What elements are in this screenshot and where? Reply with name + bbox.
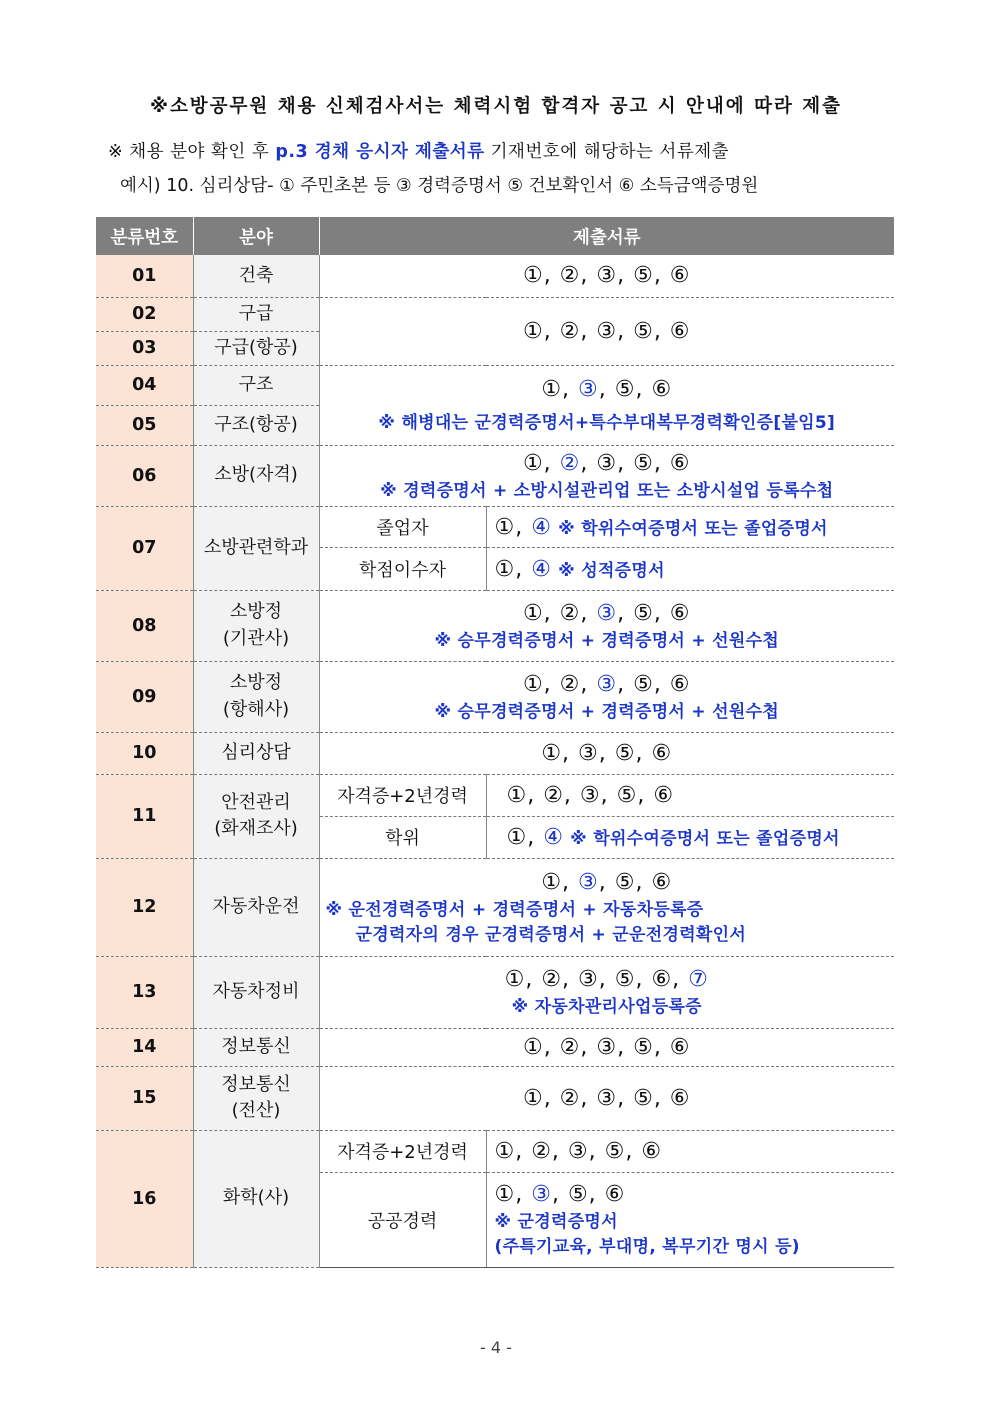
field-name: 화학(사) bbox=[193, 1130, 319, 1267]
table-row bbox=[96, 1028, 894, 1066]
category-no: 15 bbox=[96, 1066, 193, 1130]
header-documents: 제출서류 bbox=[319, 217, 894, 255]
document-list: ①, ②, ③, ⑤, ⑥ bbox=[486, 774, 894, 816]
field-name: 구급(항공) bbox=[193, 331, 319, 365]
table-header-row bbox=[96, 217, 894, 255]
field-name: 소방정 (항해사) bbox=[193, 661, 319, 732]
sub-category: 공공경력 bbox=[319, 1172, 486, 1267]
category-no: 14 bbox=[96, 1028, 193, 1066]
category-no: 09 bbox=[96, 661, 193, 732]
document-note: ※ 승무경력증명서 + 경력증명서 + 선원수첩 bbox=[434, 630, 780, 651]
page-reference: p.3 경채 응시자 제출서류 bbox=[275, 142, 485, 162]
sub-category: 학점이수자 bbox=[319, 547, 486, 590]
document-table bbox=[96, 217, 894, 1268]
field-name: 소방관련학과 bbox=[193, 506, 319, 590]
table-row bbox=[96, 1066, 894, 1130]
sub-category: 자격증+2년경력 bbox=[319, 774, 486, 816]
document-note: ※ 승무경력증명서 + 경력증명서 + 선원수첩 bbox=[434, 701, 780, 722]
document-note: 군경력자의 경우 군경력증명서 + 군운전경력확인서 bbox=[355, 924, 747, 945]
category-no: 11 bbox=[96, 774, 193, 858]
category-no: 06 bbox=[96, 445, 193, 506]
document-list: ①, ③, ⑤, ⑥ bbox=[319, 732, 894, 774]
document-list: ①, ②, ③, ⑤, ⑥ bbox=[319, 1066, 894, 1130]
category-no: 07 bbox=[96, 506, 193, 590]
document-list: ①, ③, ⑤, ⑥ ※ 해병대는 군경력증명서+특수부대복무경력확인증[붙임5] bbox=[319, 365, 894, 445]
field-name: 심리상담 bbox=[193, 732, 319, 774]
field-name: 자동차운전 bbox=[193, 858, 319, 956]
document-list: ①, ②, ③, ⑤, ⑥ bbox=[319, 297, 894, 365]
category-no: 03 bbox=[96, 331, 193, 365]
category-no: 05 bbox=[96, 405, 193, 445]
sub-category: 자격증+2년경력 bbox=[319, 1130, 486, 1172]
document-list: ①, ②, ③, ⑤, ⑥ bbox=[486, 1130, 894, 1172]
category-no: 04 bbox=[96, 365, 193, 405]
sub-category: 졸업자 bbox=[319, 506, 486, 547]
document-list: ①, ②, ③, ⑤, ⑥ ※ 승무경력증명서 + 경력증명서 + 선원수첩 bbox=[319, 661, 894, 732]
category-no: 12 bbox=[96, 858, 193, 956]
category-no: 08 bbox=[96, 590, 193, 661]
table-row bbox=[96, 774, 894, 816]
field-name: 정보통신 (전산) bbox=[193, 1066, 319, 1130]
table-row bbox=[96, 732, 894, 774]
field-name: 소방(자격) bbox=[193, 445, 319, 506]
header-field: 분야 bbox=[193, 217, 319, 255]
document-list: ①, ②, ③, ⑤, ⑥ ※ 승무경력증명서 + 경력증명서 + 선원수첩 bbox=[319, 590, 894, 661]
document-list: ①, ②, ③, ⑤, ⑥ ※ 경력증명서 + 소방시설관리업 또는 소방시설업 등록수첩 bbox=[319, 445, 894, 506]
table-row bbox=[96, 445, 894, 506]
field-name: 건축 bbox=[193, 255, 319, 297]
field-name: 안전관리 (화재조사) bbox=[193, 774, 319, 858]
notice-document-rule: ※ 채용 분야 확인 후 p.3 경채 응시자 제출서류 기재번호에 해당하는 서류제출 bbox=[108, 142, 730, 162]
table-row bbox=[96, 661, 894, 732]
table-row bbox=[96, 365, 894, 405]
document-list: ①, ③, ⑤, ⑥ ※ 운전경력증명서 + 경력증명서 + 자동차등록증 군경력자의 경우 군경력증명서 + 군운전경력확인서 bbox=[319, 858, 894, 956]
document-list: ①, ③, ⑤, ⑥ ※ 군경력증명서 (주특기교육, 부대명, 복무기간 명시 등) bbox=[486, 1172, 894, 1267]
document-note: ※ 해병대는 군경력증명서+특수부대복무경력확인증[붙임5] bbox=[378, 413, 836, 433]
document-note: ※ 운전경력증명서 + 경력증명서 + 자동차등록증 bbox=[325, 899, 704, 920]
field-name: 정보통신 bbox=[193, 1028, 319, 1066]
table-row bbox=[96, 858, 894, 956]
field-name: 구조(항공) bbox=[193, 405, 319, 445]
table-row bbox=[96, 1130, 894, 1172]
document-note: (주특기교육, 부대명, 복무기간 명시 등) bbox=[494, 1237, 800, 1257]
document-list: ①, ②, ③, ⑤, ⑥ bbox=[319, 1028, 894, 1066]
document-list: ①, ④ ※ 성적증명서 bbox=[486, 547, 894, 590]
page-number: - 4 - bbox=[480, 1338, 512, 1357]
document-list: ①, ②, ③, ⑤, ⑥, ⑦ ※ 자동차관리사업등록증 bbox=[319, 956, 894, 1028]
header-category-no: 분류번호 bbox=[96, 217, 193, 255]
table-row bbox=[96, 506, 894, 547]
document-list: ①, ④ ※ 학위수여증명서 또는 졸업증명서 bbox=[486, 816, 894, 858]
field-name: 구조 bbox=[193, 365, 319, 405]
category-no: 02 bbox=[96, 297, 193, 331]
field-name: 자동차정비 bbox=[193, 956, 319, 1028]
notice-physical-exam: ※소방공무원 채용 신체검사서는 체력시험 합격자 공고 시 안내에 따라 제출 bbox=[149, 96, 843, 117]
document-note: ※ 군경력증명서 bbox=[494, 1212, 618, 1232]
sub-category: 학위 bbox=[319, 816, 486, 858]
table-row bbox=[96, 255, 894, 297]
example-line: 예시) 10. 심리상담- ① 주민초본 등 ③ 경력증명서 ⑤ 건보확인서 ⑥ 소득금액증명원 bbox=[120, 176, 759, 196]
table-row bbox=[96, 297, 894, 331]
category-no: 13 bbox=[96, 956, 193, 1028]
document-list: ①, ④ ※ 학위수여증명서 또는 졸업증명서 bbox=[486, 506, 894, 547]
field-name: 소방정 (기관사) bbox=[193, 590, 319, 661]
field-name: 구급 bbox=[193, 297, 319, 331]
category-no: 16 bbox=[96, 1130, 193, 1267]
document-note: ※ 경력증명서 + 소방시설관리업 또는 소방시설업 등록수첩 bbox=[380, 480, 834, 501]
document-note: ※ 자동차관리사업등록증 bbox=[511, 997, 702, 1017]
category-no: 01 bbox=[96, 255, 193, 297]
table-row bbox=[96, 956, 894, 1028]
table-row bbox=[96, 590, 894, 661]
category-no: 10 bbox=[96, 732, 193, 774]
document-list: ①, ②, ③, ⑤, ⑥ bbox=[319, 255, 894, 297]
